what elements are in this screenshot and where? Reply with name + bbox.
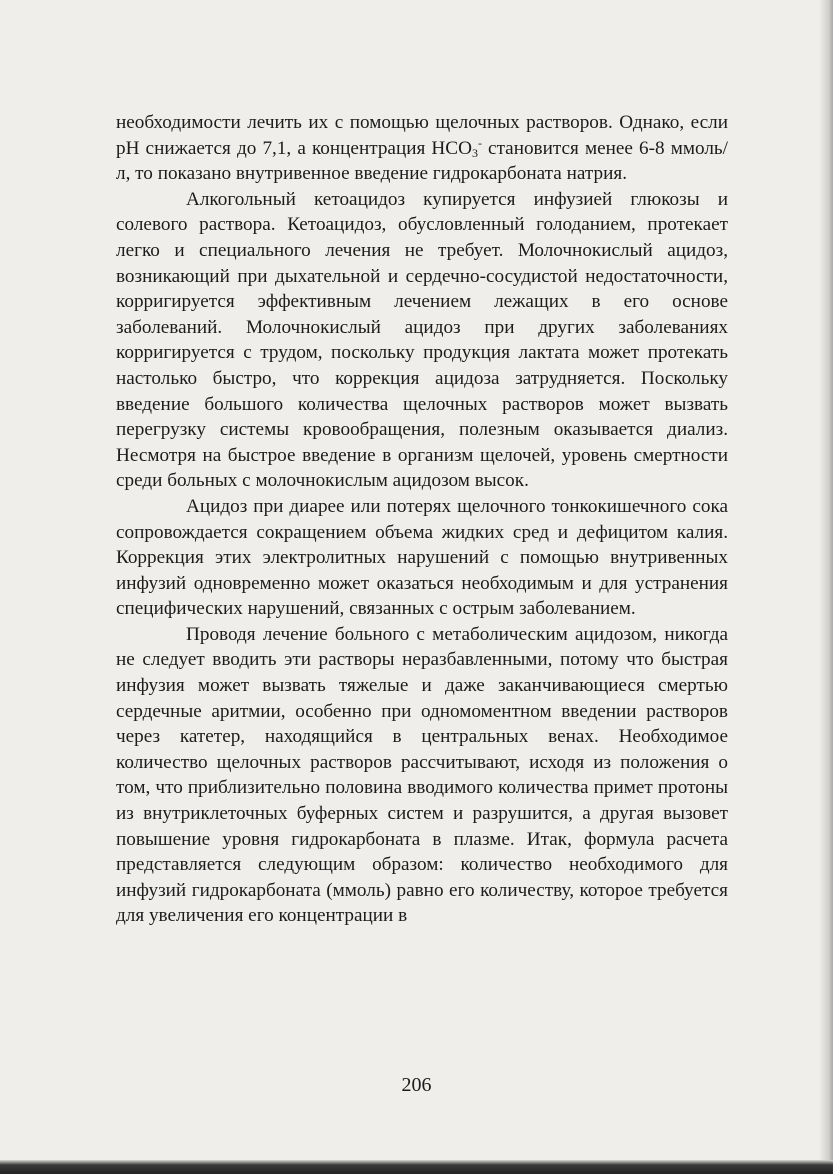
formula-superscript: - <box>477 135 482 150</box>
paragraph-1-text-end: становится менее 6-8 ммоль/л, то показано внутривенное введение гидрокарбоната натрия. <box>116 137 728 185</box>
paragraph-4: Проводя лечение больного с метаболическим ацидозом, никогда не следует вводить эти растворы неразбавленными, потому что быстрая инфузия может вызвать тяжелые и даже заканчивающиеся смертью сердечные аритмии, особенно при одномоментном введении растворов через катетер, находящийся в центральных венах. Необходимое количество щелочных растворов рассчитывают, исходя из положения о том, что приблизительно половина вводимого количества примет протоны из внутриклеточных буферных систем и разрушится, а другая вызовет повышение уровня гидрокарбоната в плазме. Итак, формула расчета представляется следующим образом: количество необходимого для инфузий гидрокарбоната (ммоль) равно его количеству, которое требуется для увеличения его концентрации в <box>116 623 728 927</box>
formula-subscript: 3 <box>471 145 478 160</box>
page-edge-shadow <box>819 0 833 1174</box>
page-number: 206 <box>401 1074 432 1096</box>
paragraph-1-text-start: необходимости лечить их с помощью щелочных растворов. Однако, если pH снижается до 7,1, а концентрация <box>116 112 728 159</box>
formula-base: HCO <box>431 137 472 159</box>
bicarbonate-formula <box>431 135 482 160</box>
paragraph-2: Алкогольный кетоацидоз купируется инфузией глюкозы и солевого раствора. Кетоацидоз, обусловленный голоданием, протекает легко и специального лечения не требует. Молочнокислый ацидоз, возникающий при дыхательной и сердечно-сосудистой недостаточности, корригируется эффективным лечением лежащих в его основе заболеваний. Молочнокислый ацидоз при других заболеваниях корригируется с трудом, поскольку продукция лактата может протекать настолько быстро, что коррекция ацидоза затрудняется. Поскольку введение большого количества щелочных растворов может вызвать перегрузку системы кровообращения, полезным оказывается диализ. Несмотря на быстрое введение в организм щелочей, уровень смертности среди больных с молочнокислым ацидозом высок. <box>116 188 728 492</box>
paragraph-1 <box>116 110 728 187</box>
body-text <box>116 110 728 929</box>
scan-bottom-edge <box>0 1160 833 1174</box>
paragraph-3: Ацидоз при диарее или потерях щелочного тонкокишечного сока сопровождается сокращением объема жидких сред и дефицитом калия. Коррекция этих электролитных нарушений с помощью внутривенных инфузий одновременно может оказаться необходимым и для устранения специфических нарушений, связанных с острым заболеванием. <box>116 495 728 620</box>
